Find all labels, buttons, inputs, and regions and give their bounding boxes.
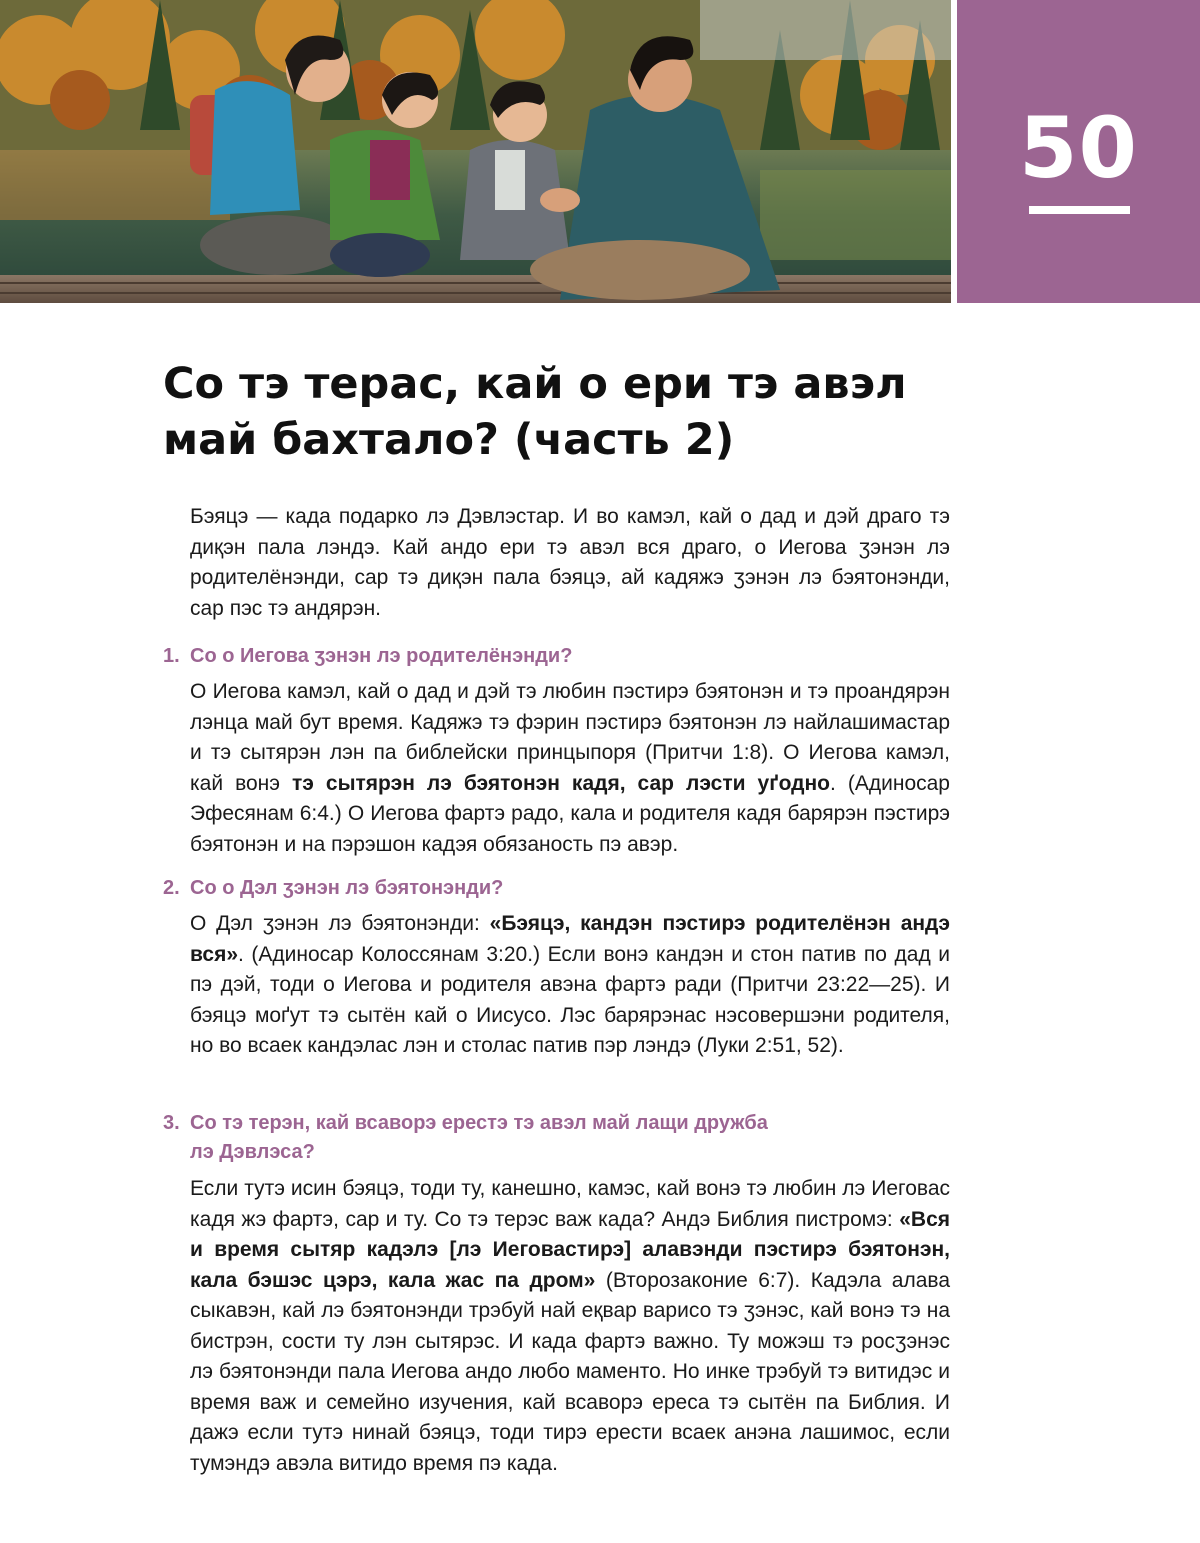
paragraph-emphasis: тэ сытярэн лэ бэятонэн кадя, сар лэсти уґодно xyxy=(292,771,831,795)
page-title: Со тэ терас, кай о ери тэ авэл май бахтало? (часть 2) xyxy=(163,359,907,465)
lesson-number: 50 xyxy=(1019,99,1138,197)
paragraph-emphasis: «Бэяцэ, кандэн пэстирэ родителёнэн андэ вся» xyxy=(190,912,950,966)
family-at-lake-illustration xyxy=(0,0,951,303)
section-2-paragraph xyxy=(190,909,950,1062)
paragraph-text: О Иегова камэл, кай о дад и дэй тэ любин пэстирэ бэятонэн и тэ проандярэн лэнца май бут время. Кадяжэ тэ фэрин пэстирэ бэятонэн лэ найлашимастар и тэ сытярэн лэн па библейски принцыпоря (Притчи 1:8). О Иегова камэл, кай вонэ xyxy=(190,680,950,795)
section-3-paragraph xyxy=(190,1174,950,1479)
paragraph-emphasis: «Вся и время сытяр кадэлэ [лэ Иеговастирэ] алавэнди пэстирэ бэятонэн, кала бэшэс цэрэ, кала жас па дром» xyxy=(190,1207,950,1292)
question-text-continued: лэ Дэвлэса? xyxy=(190,1141,315,1163)
paragraph-text: О Дэл ʒэнэн лэ бэятонэнди: xyxy=(190,912,490,935)
paragraph-text: . (Адиносар Эфесянам 6:4.) О Иегова фартэ радо, кала и родителя кадя барярэн пэстирэ бэятонэн и на пэрэшон кадэя обязаность пэ авэр. xyxy=(190,771,950,856)
hero-photo xyxy=(0,0,951,303)
paragraph-text: (Второзаконие 6:7). Кадэла алава сыкавэн, кай лэ бэятонэнди трэбуй най еқвар варисо тэ ʒэнэс, кай вонэ тэ на бистрэн, сости ту лэн сытярэс. И када фартэ важно. Ту можэш тэ росʒэнэс лэ бэятонэнди пала Иегова андо любо маменто. Но инке трэбуй тэ витидэс и время важ и семейно изучения, кай всаворэ ереса тэ сытён па Библия. И дажэ если тутэ нинай бэяцэ, тоди тирэ ерести всаек анэна лашимос, если тумэндэ авэла витидо время пэ када. xyxy=(190,1268,951,1475)
badge-underline xyxy=(1029,206,1130,214)
question-1-heading xyxy=(163,642,963,671)
paragraph-text: . (Адиносар Колоссянам 3:20.) Если вонэ кандэн и стон патив по дад и пэ дэй, тоди о Иегова и родителя авэна фартэ ради (Притчи 23:22—25). И бэяцэ моґут тэ сытён кай о Иисусо. Лэс барярэнас нэсовершэни родителя, но во всаек кандэлас лэн и столас патив пэр лэндэ (Луки 2:51, 52). xyxy=(190,942,950,1057)
question-2-heading xyxy=(163,874,963,903)
question-number: 1. xyxy=(163,645,180,667)
paragraph-text: Если тутэ исин бэяцэ, тоди ту, канешно, камэс, кай вонэ тэ любин лэ Иеговас кадя жэ фартэ, сар и ту. Со тэ терэс важ када? Андэ Библия пистромэ: xyxy=(190,1177,950,1231)
intro-paragraph: Бэяцэ — када подарко лэ Дэвлэстар. И во камэл, кай о дад и дэй драго тэ диқэн пала лэндэ. Кай андо ери тэ авэл вся драго, о Иегова ʒэнэн лэ родителёнэнди, сар тэ диқэн пала бэяцэ, ай кадяжэ ʒэнэн лэ бэятонэнди, сар пэс тэ андярэн. xyxy=(190,505,950,620)
question-text: Со тэ терэн, кай всаворэ ерестэ тэ авэл май лащи дружба xyxy=(190,1112,768,1134)
question-text: Со о Иегова ʒэнэн лэ родителёнэнди? xyxy=(190,645,573,667)
section-1-paragraph xyxy=(190,677,950,860)
question-text: Со о Дэл ʒэнэн лэ бэятонэнди? xyxy=(190,877,504,899)
lesson-number-badge xyxy=(957,0,1200,303)
question-3-heading xyxy=(163,1109,963,1167)
question-number: 2. xyxy=(163,877,180,899)
question-number: 3. xyxy=(163,1112,180,1134)
